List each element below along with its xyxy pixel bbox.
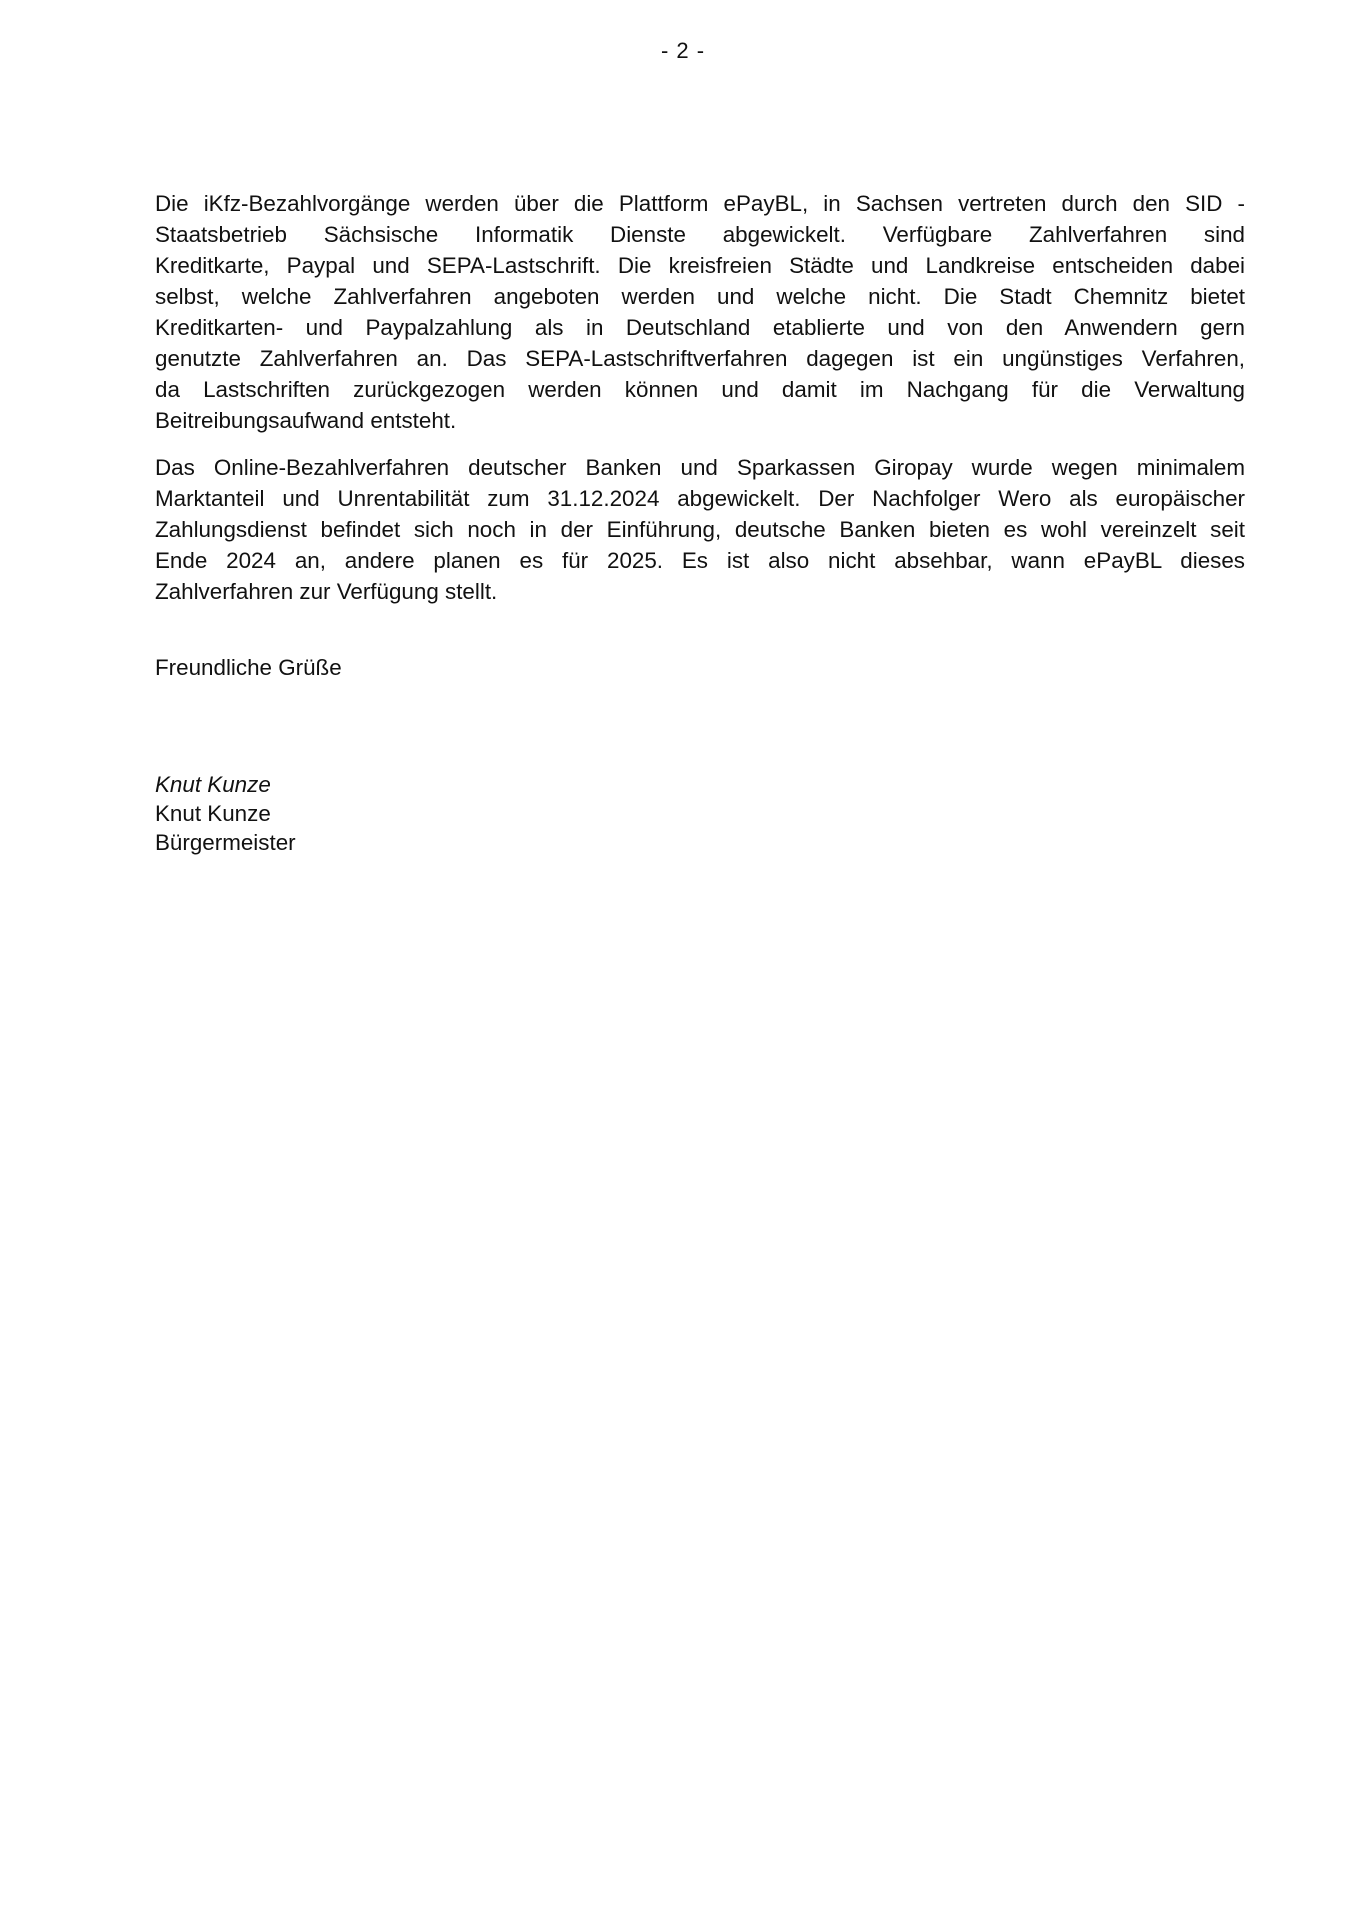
paragraph-giropay-wero xyxy=(155,452,1245,607)
text-line: Kreditkarte, Paypal und SEPA-Lastschrift. Die kreisfreien Städte und Landkreise entscheiden dabei xyxy=(155,253,1245,278)
closing-salutation: Freundliche Grüße xyxy=(155,655,342,680)
text-line: Beitreibungsaufwand entsteht. xyxy=(155,408,457,433)
text-line: Zahlverfahren zur Verfügung stellt. xyxy=(155,579,498,604)
page-number: - 2 - xyxy=(660,38,706,63)
signer-title: Bürgermeister xyxy=(155,830,296,855)
text-line: selbst, welche Zahlverfahren angeboten werden und welche nicht. Die Stadt Chemnitz bietet xyxy=(155,284,1245,309)
text-line: Ende 2024 an, andere planen es für 2025. Es ist also nicht absehbar, wann ePayBL dieses xyxy=(155,548,1245,573)
signed-name: Knut Kunze xyxy=(155,772,271,797)
text-line: Staatsbetrieb Sächsische Informatik Dienste abgewickelt. Verfügbare Zahlverfahren sind xyxy=(155,222,1245,247)
printed-name: Knut Kunze xyxy=(155,801,271,826)
text-line: Kreditkarten- und Paypalzahlung als in Deutschland etablierte und von den Anwendern gern xyxy=(155,315,1245,340)
text-line: Zahlungsdienst befindet sich noch in der Einführung, deutsche Banken bieten es wohl vereinzelt seit xyxy=(155,517,1245,542)
text-line: Das Online-Bezahlverfahren deutscher Banken und Sparkassen Giropay wurde wegen minimalem xyxy=(155,455,1245,480)
text-line: genutzte Zahlverfahren an. Das SEPA-Lastschriftverfahren dagegen ist ein ungünstiges Verfahren, xyxy=(155,346,1245,371)
text-line: da Lastschriften zurückgezogen werden können und damit im Nachgang für die Verwaltung xyxy=(155,377,1245,402)
signature-block xyxy=(155,770,296,857)
paragraph-payment-platform xyxy=(155,188,1245,436)
text-line: Die iKfz-Bezahlvorgänge werden über die Plattform ePayBL, in Sachsen vertreten durch den SID - xyxy=(155,191,1245,216)
text-line: Marktanteil und Unrentabilität zum 31.12.2024 abgewickelt. Der Nachfolger Wero als europäischer xyxy=(155,486,1245,511)
